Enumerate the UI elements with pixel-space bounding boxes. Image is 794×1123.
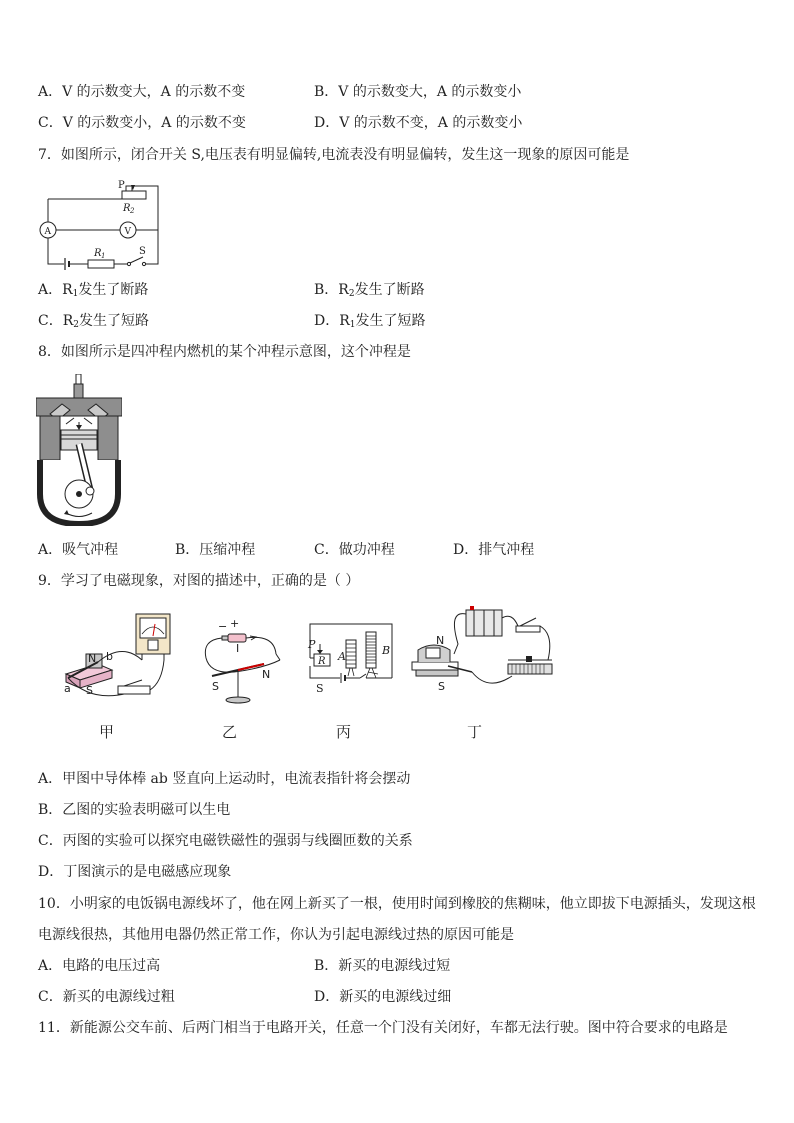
q9-stem: 9．学习了电磁现象，对图的描述中，正确的是（ ） [38, 573, 360, 589]
switch-icon [360, 674, 366, 678]
label-n: N [88, 652, 97, 665]
q8-option-a: A．吸气冲程 [38, 542, 119, 558]
label-r1-sub: 1 [101, 252, 106, 260]
q7-circuit-figure [36, 176, 166, 276]
q10-option-b: B．新买的电源线过短 [314, 958, 451, 974]
q7-option-a: A．$R_1$发生了断路 [38, 282, 149, 299]
q9-option-d: D．丁图演示的是电磁感应现象 [38, 864, 232, 880]
caption-ding: 丁 [467, 723, 483, 741]
q9-figure-bing [306, 618, 402, 698]
caption-bing: 丙 [336, 723, 352, 741]
label-s: S [86, 684, 93, 697]
label-r2-sub: 2 [130, 207, 135, 215]
q6-option-b: B．V 的示数变大，A 的示数变小 [314, 84, 522, 100]
label-b: b [106, 650, 113, 663]
q7-stem: 7．如图所示，闭合开关 S,电压表有明显偏转,电流表没有明显偏转，发生这一现象的原因可能是 [38, 147, 630, 163]
q6-option-a: A．V 的示数变大，A 的示数不变 [38, 84, 246, 100]
switch-icon [516, 626, 540, 632]
label-s: S [438, 680, 445, 693]
q9-figure-jia [62, 612, 182, 704]
q8-stem: 8．如图所示是四冲程内燃机的某个冲程示意图，这个冲程是 [38, 344, 411, 360]
q10-option-d: D．新买的电源线过细 [314, 989, 452, 1005]
label-a: A [338, 650, 346, 663]
q9-option-a: A．甲图中导体棒 ab 竖直向上运动时，电流表指针将会摆动 [38, 771, 411, 787]
q9-figure-yi [194, 614, 290, 706]
label-r: R [318, 656, 326, 667]
q11-stem: 11．新能源公交车前、后两门相当于电路开关，任意一个门没有关闭好，车都无法行驶。图中符合要求的电路是 [38, 1020, 728, 1036]
battery-icon [228, 634, 246, 642]
caption-yi: 乙 [222, 723, 238, 741]
label-a: A [44, 227, 51, 237]
label-a: a [64, 682, 71, 695]
q10-stem-line1: 10．小明家的电饭锅电源线坏了，他在网上新买了一根，使用时闻到橡胶的焦糊味，他立即拔下电源插头，发现这根 [38, 896, 756, 912]
label-p: P [118, 180, 125, 191]
resistor-r1-icon [88, 260, 114, 268]
rheostat-icon [508, 664, 552, 674]
label-n: N [262, 668, 271, 681]
q6-option-c: C．V 的示数变小，A 的示数不变 [38, 115, 246, 131]
q8-option-d: D．排气冲程 [453, 542, 535, 558]
q9-figure-ding [408, 604, 558, 696]
electromagnet-b-icon [366, 632, 376, 668]
label-s: S [212, 680, 219, 693]
q9-option-c: C．丙图的实验可以探究电磁铁磁性的强弱与线圈匝数的关系 [38, 833, 413, 849]
q7-option-d: D．$R_1$发生了短路 [314, 313, 426, 330]
label-s: S [316, 682, 324, 695]
q8-option-c: C．做功冲程 [314, 542, 395, 558]
q10-option-a: A．电路的电压过高 [38, 958, 161, 974]
label-i: I [236, 642, 240, 655]
q8-option-b: B．压缩冲程 [175, 542, 256, 558]
label-b: B [382, 644, 391, 657]
q10-stem-line2: 电源线很热，其他用电器仍然正常工作，你认为引起电源线过热的原因可能是 [38, 927, 514, 943]
q10-option-c: C．新买的电源线过粗 [38, 989, 175, 1005]
label-minus: − [218, 620, 228, 633]
q7-option-b: B．$R_2$发生了断路 [314, 282, 425, 299]
label-r1: R [94, 248, 102, 259]
q8-engine-figure [36, 374, 122, 526]
q6-option-d: D．V 的示数不变，A 的示数变小 [314, 115, 523, 131]
label-plus: + [230, 617, 240, 630]
spark-plug-icon [76, 374, 81, 384]
q7-option-c: C．$R_2$发生了短路 [38, 313, 149, 330]
caption-jia: 甲 [99, 723, 115, 741]
resistor-r2-icon [122, 191, 146, 199]
label-v: V [124, 227, 131, 237]
switch-icon [118, 686, 150, 694]
label-p: P [308, 638, 316, 651]
switch-icon [130, 257, 143, 263]
q9-option-b: B．乙图的实验表明磁可以生电 [38, 802, 231, 818]
magnet-icon [412, 662, 458, 670]
label-n: N [436, 634, 445, 647]
label-r2: R [123, 203, 131, 214]
label-s: S [139, 246, 146, 257]
